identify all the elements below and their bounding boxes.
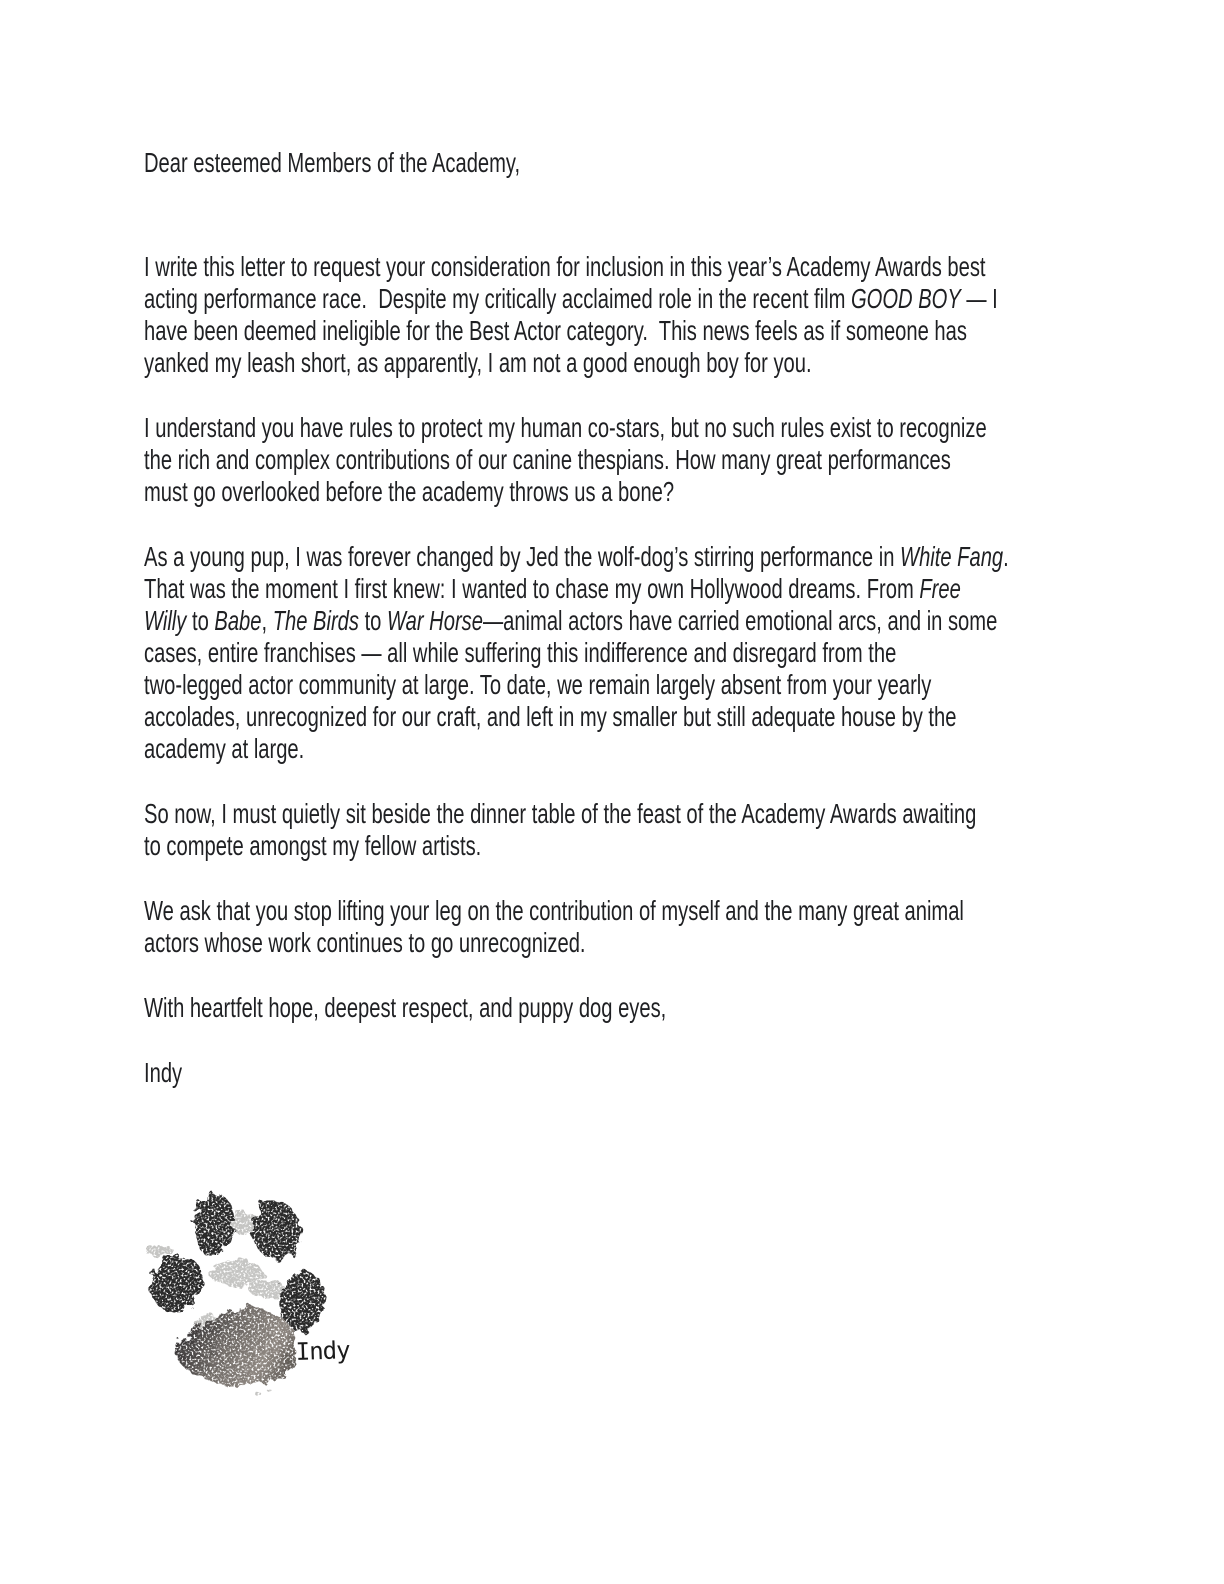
- paragraph: [144, 412, 1104, 508]
- text-line: academy at large.: [144, 733, 305, 764]
- text-line: must go overlooked before the academy throws us a bone?: [144, 476, 675, 507]
- closing-line: With heartfelt hope, deepest respect, and puppy dog eyes,: [144, 992, 667, 1023]
- text-line: That was the moment I first knew: I wanted to chase my own Hollywood dreams. From Free: [144, 573, 961, 604]
- paragraph: [144, 895, 1104, 959]
- text-line: We ask that you stop lifting your leg on the contribution of myself and the many great animal: [144, 895, 964, 926]
- text-line: Willy to Babe, The Birds to War Horse—animal actors have carried emotional arcs, and in some: [144, 605, 998, 636]
- text-line: have been deemed ineligible for the Best Actor category. This news feels as if someone has: [144, 315, 967, 346]
- text-line: yanked my leash short, as apparently, I am not a good enough boy for you.: [144, 347, 812, 378]
- text-line: I write this letter to request your consideration for inclusion in this year’s Academy Awards best: [144, 251, 986, 282]
- text-line: acting performance race. Despite my critically acclaimed role in the recent film GOOD BOY — I: [144, 283, 998, 314]
- salutation: Dear esteemed Members of the Academy,: [144, 147, 521, 178]
- text-line: accolades, unrecognized for our craft, and left in my smaller but still adequate house by the: [144, 701, 957, 732]
- paragraph: [144, 798, 1104, 862]
- paw-print-image: [146, 1163, 406, 1408]
- text-line: two-legged actor community at large. To date, we remain largely absent from your yearly: [144, 669, 932, 700]
- paw-print-figure: [146, 1163, 406, 1408]
- text-line: the rich and complex contributions of our canine thespians. How many great performances: [144, 444, 951, 475]
- letter-paragraphs: [144, 251, 1104, 959]
- text-line: I understand you have rules to protect my human co-stars, but no such rules exist to recognize: [144, 412, 987, 443]
- paw-label: Indy: [295, 1336, 350, 1366]
- text-line: As a young pup, I was forever changed by Jed the wolf-dog’s stirring performance in White Fang.: [144, 541, 1009, 572]
- text-line: to compete amongst my fellow artists.: [144, 830, 482, 861]
- paragraph: [144, 251, 1104, 379]
- paragraph: [144, 541, 1104, 765]
- text-line: cases, entire franchises — all while suffering this indifference and disregard from the: [144, 637, 897, 668]
- signature-name: Indy: [144, 1057, 183, 1088]
- text-line: So now, I must quietly sit beside the dinner table of the feast of the Academy Awards awaiting: [144, 798, 977, 829]
- text-line: actors whose work continues to go unrecognized.: [144, 927, 586, 958]
- letter-body: [144, 147, 1104, 1408]
- paw-main-pad: [176, 1306, 296, 1387]
